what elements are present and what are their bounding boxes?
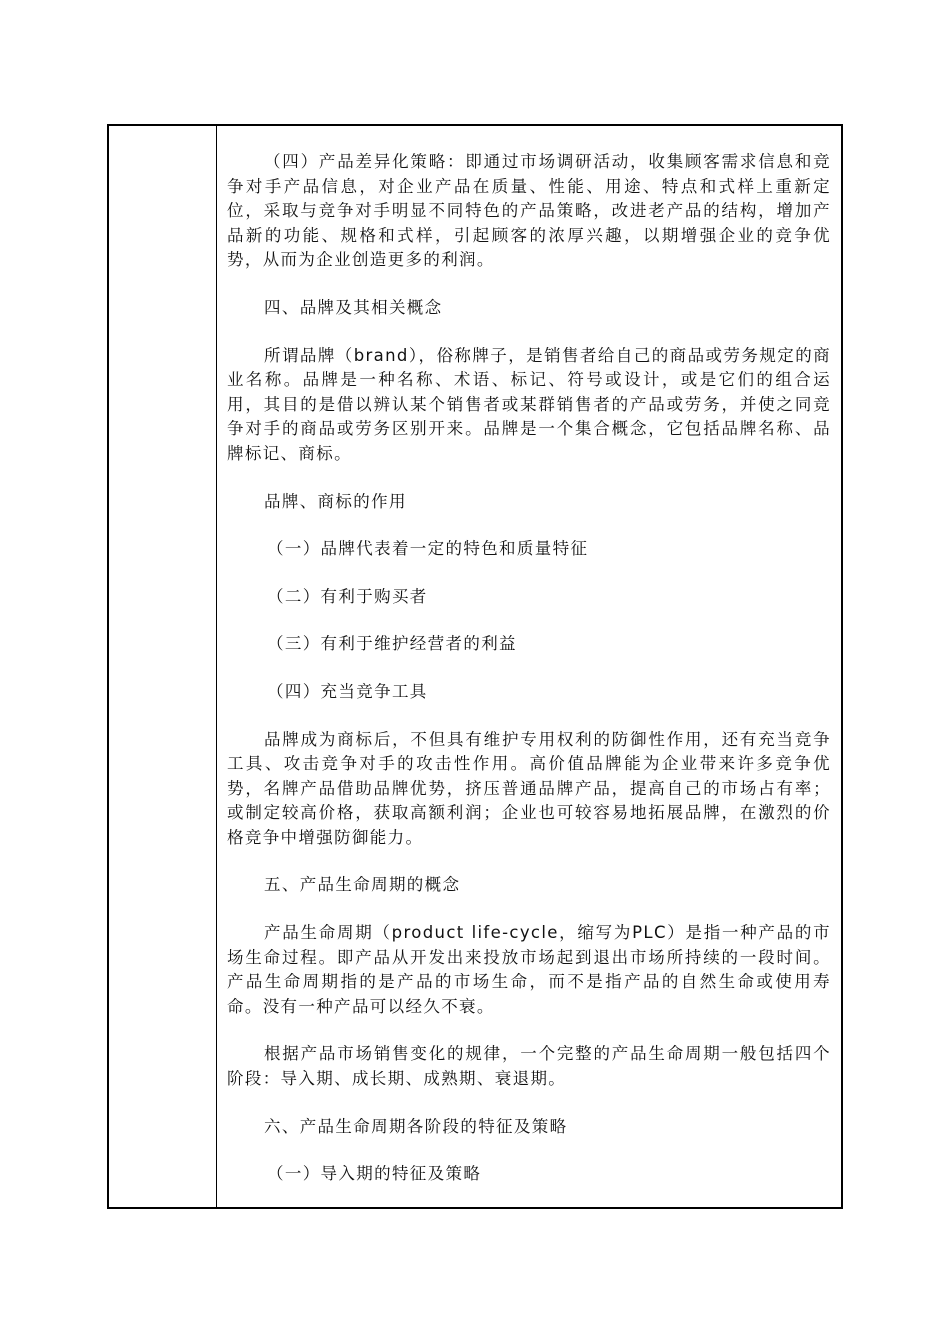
list-item-introduction-stage: （一）导入期的特征及策略 bbox=[267, 1164, 482, 1184]
document-table bbox=[107, 124, 843, 1209]
list-item-brand-function-1: （一）品牌代表着一定的特色和质量特征 bbox=[267, 539, 589, 559]
list-item-brand-function-3: （三）有利于维护经营者的利益 bbox=[267, 634, 517, 654]
heading-brand-functions: 品牌、商标的作用 bbox=[264, 491, 407, 511]
list-item-brand-function-2: （二）有利于购买者 bbox=[267, 586, 428, 606]
paragraph-plc-definition: 产品生命周期（product life-cycle，缩写为PLC）是指一种产品的市场生命过程。即产品从开发出来投放市场起到退出市场所持续的一段时间。产品生命周期指的是产品的市场生命，而不是指产品的自然生命或使用寿命。没有一种产品可以经久不衰。 bbox=[227, 923, 831, 1016]
table-left-column bbox=[109, 126, 217, 1207]
paragraph-brand-definition: 所谓品牌（brand），俗称牌子，是销售者给自己的商品或劳务规定的商业名称。品牌是一种名称、术语、标记、符号或设计，或是它们的组合运用，其目的是借以辨认某个销售者或某群销售者的产品或劳务，并使之同竞争对手的商品或劳务区别开来。品牌是一个集合概念，它包括品牌名称、品牌标记、商标。 bbox=[227, 345, 831, 463]
paragraph-plc-stages: 根据产品市场销售变化的规律，一个完整的产品生命周期一般包括四个阶段：导入期、成长期、成熟期、衰退期。 bbox=[227, 1044, 831, 1089]
heading-plc-stage-strategies: 六、产品生命周期各阶段的特征及策略 bbox=[264, 1116, 568, 1136]
paragraph-product-differentiation: （四）产品差异化策略：即通过市场调研活动，收集顾客需求信息和竞争对手产品信息，对企业产品在质量、性能、用途、特点和式样上重新定位，采取与竞争对手明显不同特色的产品策略，改进老产品的结构，增加产品新的功能、规格和式样，引起顾客的浓厚兴趣，以期增强企业的竞争优势，从而为企业创造更多的利润。 bbox=[227, 152, 831, 270]
paragraph-brand-competition: 品牌成为商标后，不但具有维护专用权利的防御性作用，还有充当竞争工具、攻击竞争对手的攻击性作用。高价值品牌能为企业带来许多竞争优势，名牌产品借助品牌优势，挤压普通品牌产品，提高自己的市场占有率；或制定较高价格，获取高额利润；企业也可较容易地拓展品牌，在激烈的价格竞争中增强防御能力。 bbox=[227, 729, 831, 847]
heading-brand-concepts: 四、品牌及其相关概念 bbox=[264, 297, 443, 317]
table-content-cell bbox=[217, 126, 841, 1207]
list-item-brand-function-4: （四）充当竞争工具 bbox=[267, 681, 428, 701]
heading-product-lifecycle: 五、产品生命周期的概念 bbox=[264, 875, 461, 895]
